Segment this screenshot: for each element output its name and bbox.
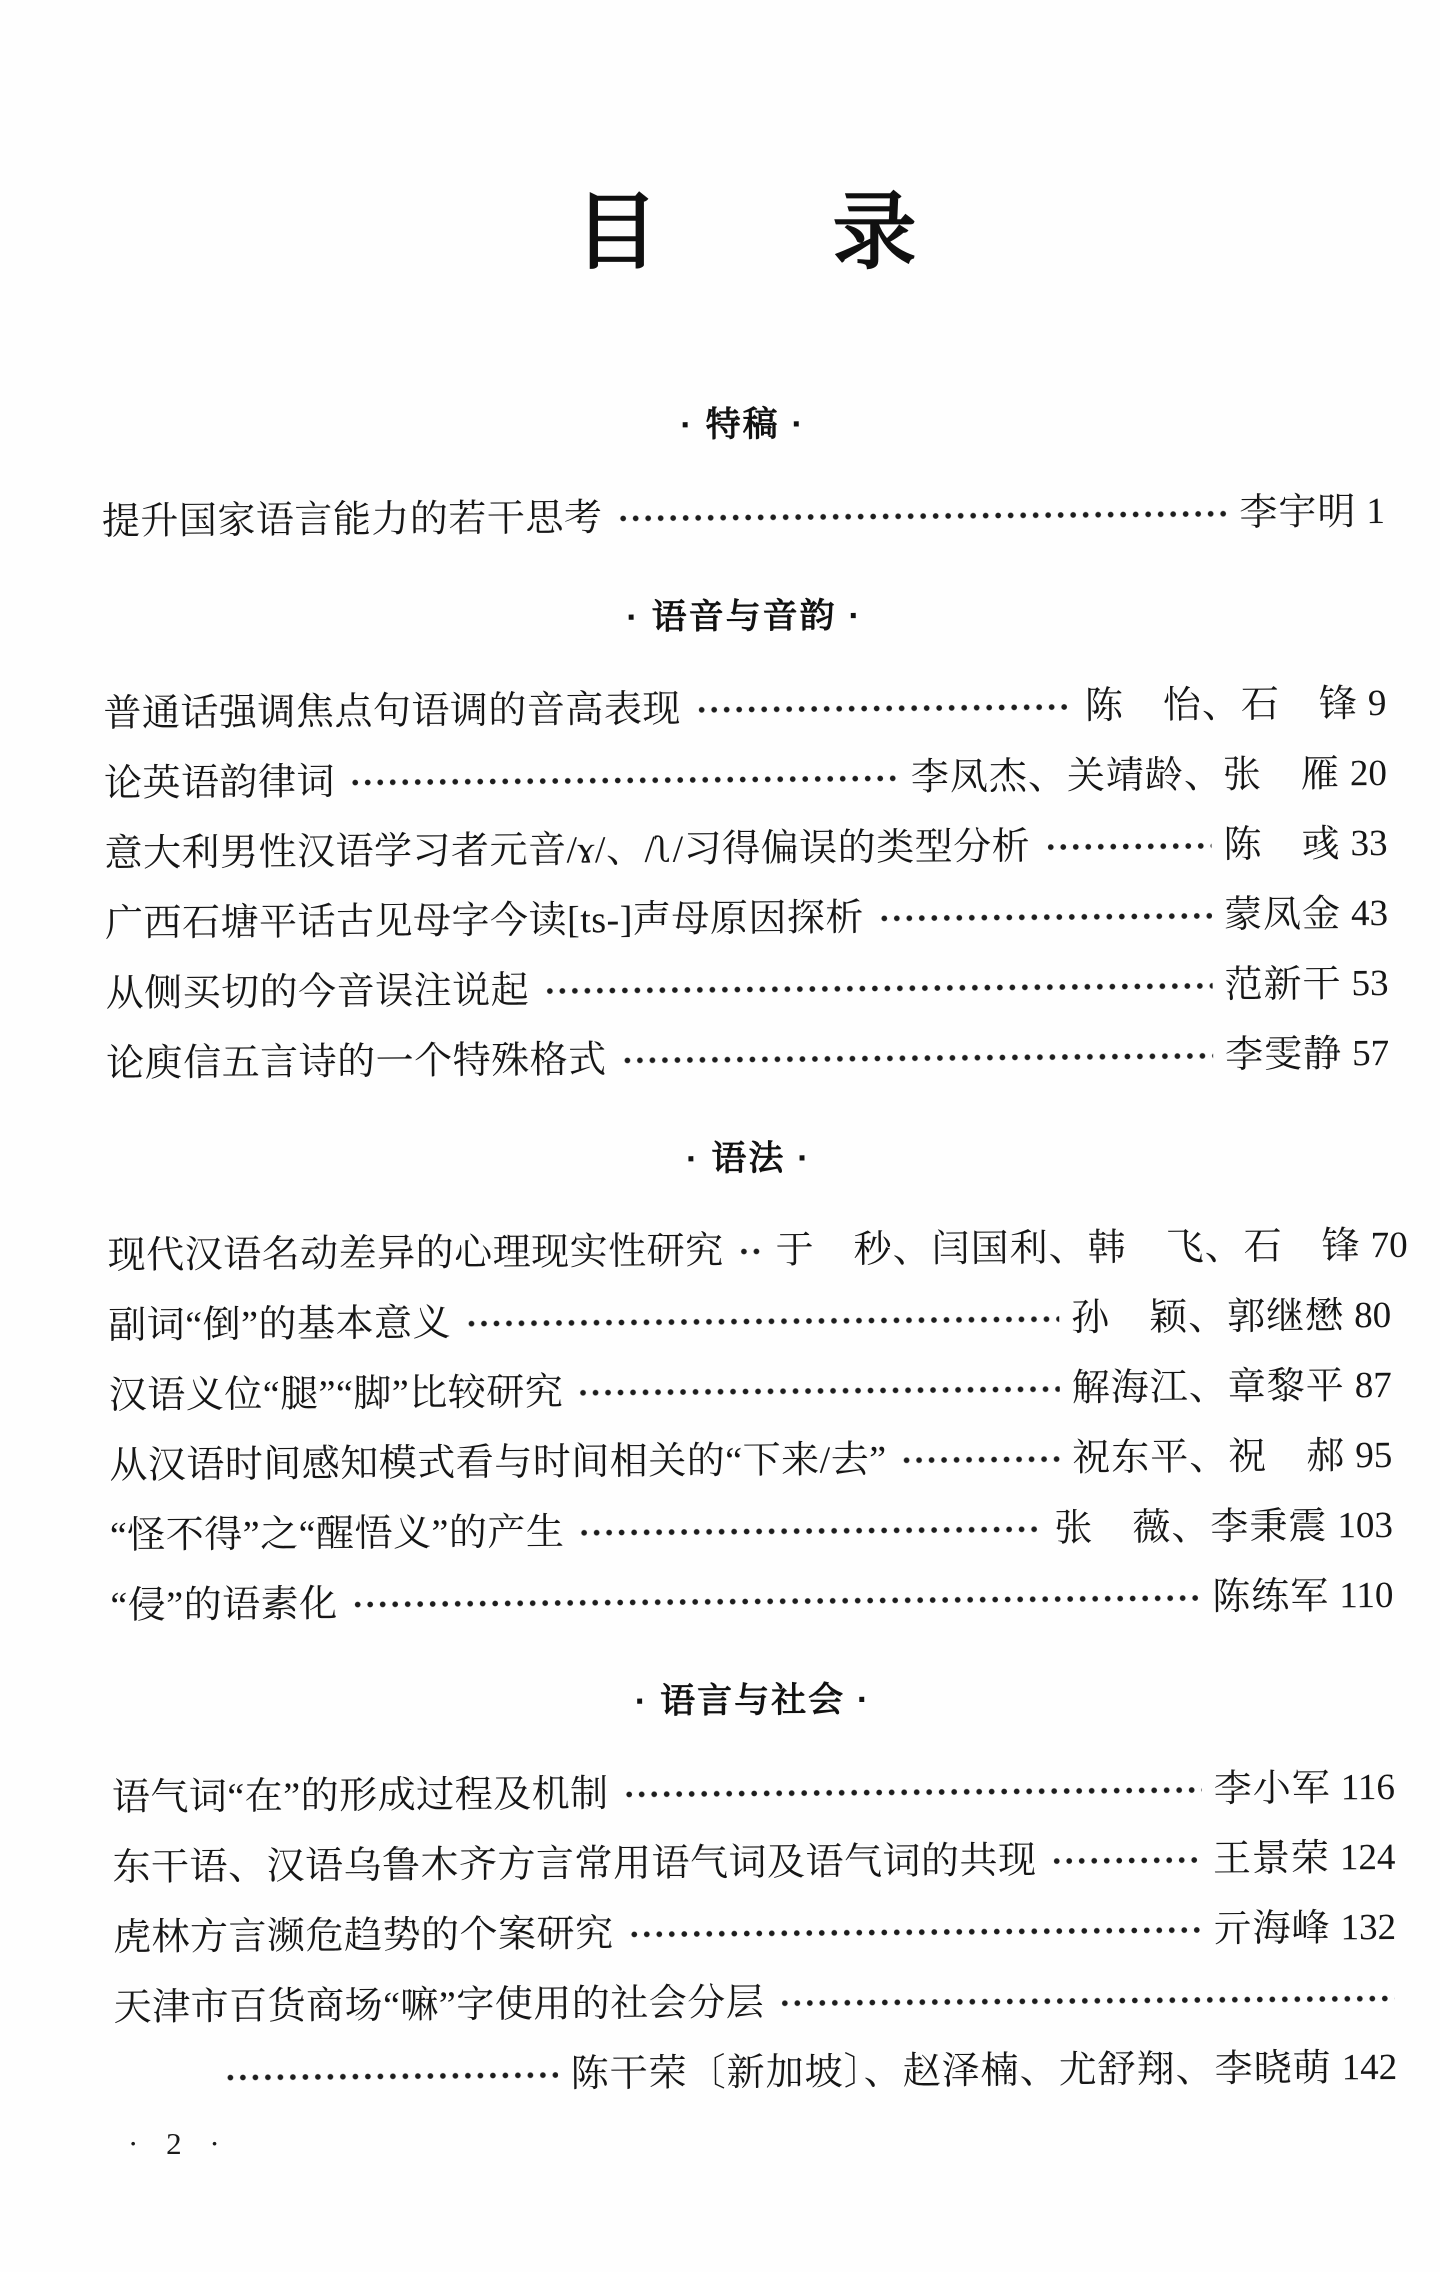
entry-title: 副词“倒”的基本意义	[108, 1302, 452, 1348]
section-heading: · 语音与音韵 ·	[626, 596, 863, 637]
dot-leader	[738, 1246, 764, 1255]
entry-page-number: 87	[1354, 1364, 1392, 1407]
entry-authors: 范新干	[1224, 963, 1342, 1007]
entry-page-number: 103	[1337, 1504, 1394, 1547]
entry-title: 论庾信五言诗的一个特殊格式	[106, 1039, 607, 1086]
section-heading: · 语言与社会 ·	[634, 1680, 871, 1721]
toc-section	[107, 1131, 1408, 1629]
toc-entry	[109, 1433, 1392, 1489]
dot-leader	[628, 1925, 1202, 1939]
toc-section	[103, 589, 1390, 1087]
entry-authors: 李小军	[1213, 1767, 1331, 1811]
entry-page-number: 53	[1351, 962, 1389, 1005]
entry-page-number: 9	[1367, 682, 1387, 725]
toc-entry	[108, 1293, 1391, 1349]
entry-title: 广西石塘平话古见母字今读[ts-]声母原因探析	[104, 897, 865, 946]
entry-authors: 蒙凤金	[1223, 893, 1342, 937]
entry-page-number: 80	[1354, 1294, 1392, 1337]
entry-authors: 陈练军	[1212, 1575, 1330, 1619]
entry-title: 语气词“在”的形成过程及机制	[111, 1773, 609, 1820]
page-footer: · 2 ·	[128, 2126, 230, 2161]
entry-title: 东干语、汉语乌鲁木齐方言常用语气词及语气词的共现	[112, 1839, 1037, 1890]
entry-title: 普通话强调焦点句语调的音高表现	[103, 688, 682, 736]
entry-authors: 李宇明	[1239, 491, 1357, 535]
dot-leader	[1050, 1855, 1201, 1865]
entry-page-number: 33	[1350, 822, 1388, 865]
entry-page-number: 57	[1351, 1032, 1390, 1075]
toc-entry	[110, 1573, 1393, 1629]
section-entries	[112, 1765, 1398, 2101]
toc-entry	[107, 1223, 1408, 1279]
entry-authors: 王景荣	[1212, 1837, 1331, 1881]
entry-authors: 祝东平、祝 郝	[1072, 1435, 1346, 1480]
toc-entry	[105, 891, 1388, 947]
dot-leader	[224, 2070, 559, 2082]
entry-authors: 孙 颖、郭继懋	[1071, 1295, 1345, 1340]
entry-title: “怪不得”之“醒悟义”的产生	[109, 1511, 565, 1558]
toc-entry	[113, 1975, 1396, 2031]
dot-leader	[695, 702, 1073, 714]
entry-page-number: 20	[1349, 752, 1388, 795]
dot-leader	[352, 1593, 1201, 1609]
toc-entry	[110, 1503, 1393, 1559]
entry-title: 提升国家语言能力的若干思考	[101, 497, 603, 544]
toc-sections	[101, 397, 1408, 2101]
entry-page-number: 132	[1340, 1906, 1397, 1949]
entry-title: 天津市百货商场“嘛”字使用的社会分层	[113, 1981, 765, 2030]
toc-entry	[105, 961, 1388, 1017]
dot-leader	[621, 1051, 1214, 1065]
entry-title: 从侧买切的今音误注说起	[105, 969, 530, 1016]
dot-leader	[616, 509, 1227, 523]
entry-authors: 陈 怡、石 锋	[1084, 683, 1359, 728]
toc-entry	[104, 751, 1387, 807]
toc-entry-continuation	[114, 2045, 1397, 2101]
page-title: 目 录	[574, 185, 919, 279]
entry-page-number: 142	[1341, 2046, 1398, 2089]
section-heading: · 语法 ·	[685, 1138, 811, 1179]
dot-leader	[878, 911, 1212, 923]
entry-page-number: 43	[1350, 892, 1389, 935]
entry-title: 汉语义位“腿”“脚”比较研究	[108, 1371, 564, 1418]
entry-title: 意大利男性汉语学习者元音/ɤ/、/ʅ/习得偏误的类型分析	[104, 825, 1031, 876]
toc-entry	[106, 1031, 1389, 1087]
dot-leader	[1044, 841, 1211, 851]
entry-authors: 陈干荣〔新加坡〕、赵泽楠、尤舒翔、李晓萌	[570, 2047, 1332, 2096]
toc-entry	[109, 1363, 1392, 1419]
toc-entry	[112, 1835, 1395, 1891]
entry-page-number: 110	[1339, 1574, 1394, 1617]
entry-authors: 于 秒、闫国利、韩 飞、石 锋	[775, 1225, 1361, 1272]
toc-entry	[113, 1905, 1396, 1961]
section-heading: · 特稿 ·	[680, 404, 806, 445]
section-entries	[103, 681, 1389, 1087]
entry-authors: 张 薇、李秉震	[1054, 1505, 1328, 1550]
dot-leader	[778, 1993, 1394, 2007]
dot-leader	[901, 1454, 1061, 1464]
toc-section	[101, 397, 1385, 545]
dot-leader	[349, 773, 899, 786]
dot-leader	[577, 1384, 1060, 1397]
entry-authors: 亓海峰	[1213, 1907, 1331, 1951]
entry-authors: 陈 彧	[1223, 823, 1341, 867]
dot-leader	[623, 1785, 1202, 1799]
dot-leader	[465, 1314, 1059, 1328]
entry-page-number: 116	[1340, 1766, 1396, 1809]
entry-page-number: 1	[1366, 490, 1386, 533]
toc-entry	[102, 489, 1385, 545]
toc-entry	[112, 1765, 1395, 1821]
entry-authors: 李凤杰、关靖龄、张 雁	[910, 753, 1341, 799]
entry-page-number: 95	[1355, 1434, 1393, 1477]
dot-leader	[578, 1524, 1042, 1537]
section-entries	[102, 489, 1385, 545]
entry-title: 现代汉语名动差异的心理现实性研究	[107, 1230, 724, 1278]
toc-entry	[104, 821, 1387, 877]
section-entries	[107, 1223, 1408, 1629]
dot-leader	[543, 981, 1213, 995]
entry-title: 从汉语时间感知模式看与时间相关的“下来/去”	[109, 1438, 887, 1488]
entry-authors: 解海江、章黎平	[1071, 1365, 1345, 1410]
entry-authors: 李雯静	[1224, 1033, 1343, 1077]
entry-title: 虎林方言濒危趋势的个案研究	[112, 1913, 614, 1960]
entry-page-number: 70	[1370, 1224, 1408, 1267]
entry-page-number: 124	[1339, 1836, 1396, 1879]
entry-title: 论英语韵律词	[103, 761, 336, 806]
toc-section	[111, 1673, 1397, 2101]
toc-entry	[103, 681, 1386, 737]
entry-title: “侵”的语素化	[110, 1583, 338, 1628]
